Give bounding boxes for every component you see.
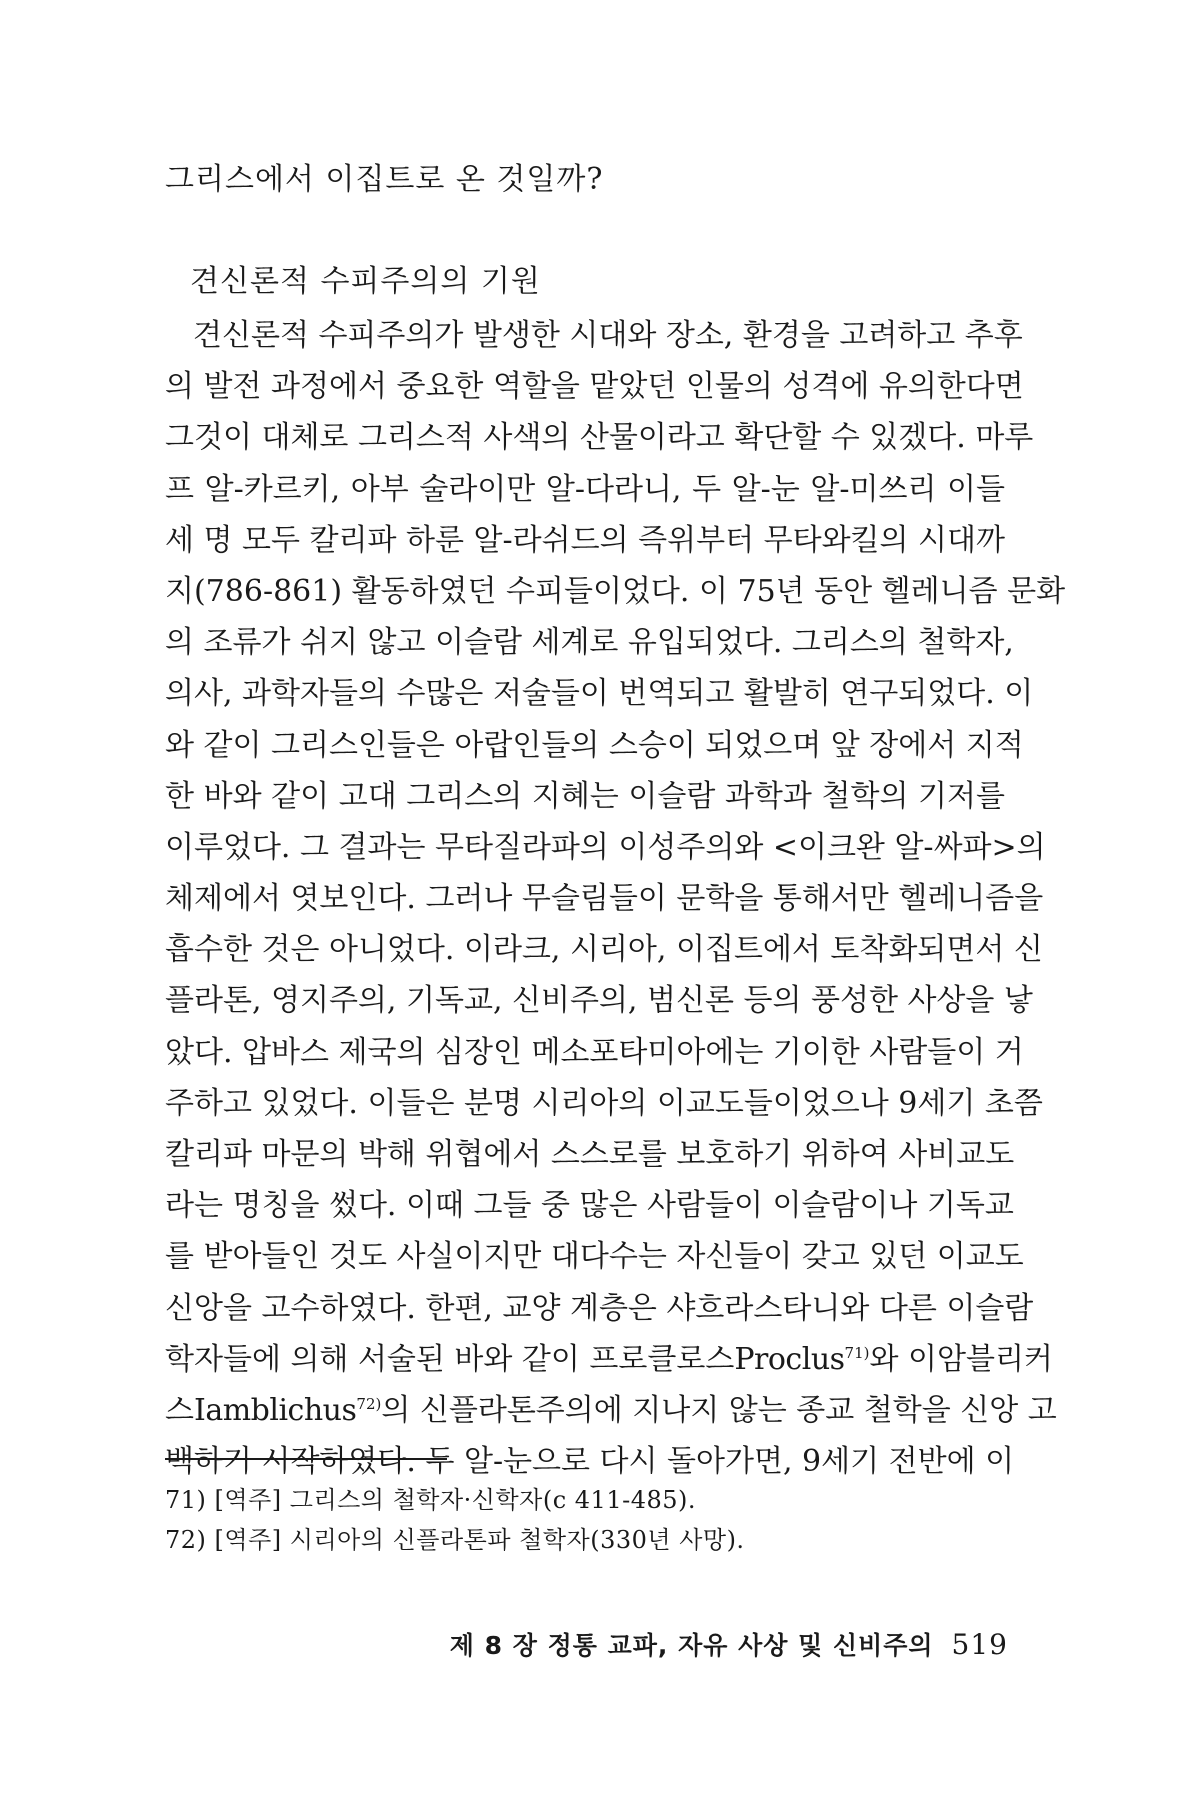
body-paragraph [165,310,1066,1487]
body-line: 세 명 모두 칼리파 하룬 알-라쉬드의 즉위부터 무타와킬의 시대까 [165,522,1005,558]
intro-line: 그리스에서 이집트로 온 것일까? [165,162,604,197]
body-line: 의사, 과학자들의 수많은 저술들이 번역되고 활발히 연구되었다. 이 [165,676,1034,712]
text-segment: 의 신플라톤주의에 지나지 않는 종교 철학을 신앙 고 [381,1392,1057,1428]
body-line: 지(786-861) 활동하였던 수피들이었다. 이 75년 동안 헬레니즘 문화 [165,573,1066,609]
body-line-iamblichus [165,1385,1057,1436]
body-line: 프 알-카르키, 아부 술라이만 알-다라니, 두 알-눈 알-미쓰리 이들 [165,471,1005,507]
body-line: 의 발전 과정에서 중요한 역할을 맡았던 인물의 성격에 유의한다면 [165,369,1024,405]
chapter-title: 제 8 장 정통 교파, 자유 사상 및 신비주의 [449,1631,934,1660]
body-line: 한 바와 같이 고대 그리스의 지혜는 이슬람 과학과 철학의 기저를 [165,778,1005,814]
footnotes [165,1480,1005,1560]
body-line: 흡수한 것은 아니었다. 이라크, 시리아, 이집트에서 토착화되면서 신 [165,932,1043,968]
body-line: 플라톤, 영지주의, 기독교, 신비주의, 범신론 등의 풍성한 사상을 낳 [165,983,1033,1019]
footnote-ref-72[interactable]: 72) [356,1394,382,1413]
body-line: 를 받아들인 것도 사실이지만 대다수는 자신들이 갖고 있던 이교도 [165,1239,1024,1275]
name-iamblichus: Iamblichus [193,1392,357,1428]
footnote-72: 72) [역주] 시리아의 신플라톤파 철학자(330년 사망). [165,1526,745,1554]
page-number: 519 [951,1628,1008,1661]
text-segment: 스 [165,1392,194,1428]
body-line: 이루었다. 그 결과는 무타질라파의 이성주의와 <이크완 알-싸파>의 [165,829,1046,865]
footnote-71: 71) [역주] 그리스의 철학자·신학자(c 411-485). [165,1486,697,1514]
body-line: 와 같이 그리스인들은 아랍인들의 스승이 되었으며 앞 장에서 지적 [165,727,1024,763]
body-line: 신앙을 고수하였다. 한편, 교양 계층은 샤흐라스타니와 다른 이슬람 [165,1290,1034,1326]
body-line-last: 백하기 시작하였다. 두 알-눈으로 다시 돌아가면, 9세기 전반에 이 [165,1444,1015,1480]
body-line: 견신론적 수피주의가 발생한 시대와 장소, 환경을 고려하고 추후 [193,318,1023,353]
name-proclus: Proclus [734,1341,845,1377]
text-segment: 와 이암블리커 [869,1341,1053,1377]
body-line: 체제에서 엿보인다. 그러나 무슬림들이 문학을 통해서만 헬레니즘을 [165,881,1044,917]
body-line: 의 조류가 쉬지 않고 이슬람 세계로 유입되었다. 그리스의 철학자, [165,625,1014,661]
body-line: 주하고 있었다. 이들은 분명 시리아의 이교도들이었으나 9세기 초쯤 [165,1085,1043,1121]
body-line-proclus [165,1334,1053,1385]
body-line: 그것이 대체로 그리스적 사색의 산물이라고 확단할 수 있겠다. 마루 [165,420,1034,456]
running-footer [450,1625,1008,1666]
body-line: 칼리파 마문의 박해 위협에서 스스로를 보호하기 위하여 사비교도 [165,1137,1015,1172]
footnote-ref-71[interactable]: 71) [844,1343,870,1362]
text-segment: 학자들에 의해 서술된 바와 같이 프로클로스 [165,1341,735,1377]
section-heading: 견신론적 수피주의의 기원 [190,264,541,299]
body-line: 았다. 압바스 제국의 심장인 메소포타미아에는 기이한 사람들이 거 [165,1034,1024,1070]
body-line: 라는 명칭을 썼다. 이때 그들 중 많은 사람들이 이슬람이나 기독교 [165,1188,1014,1224]
footnote-divider [165,1458,447,1460]
